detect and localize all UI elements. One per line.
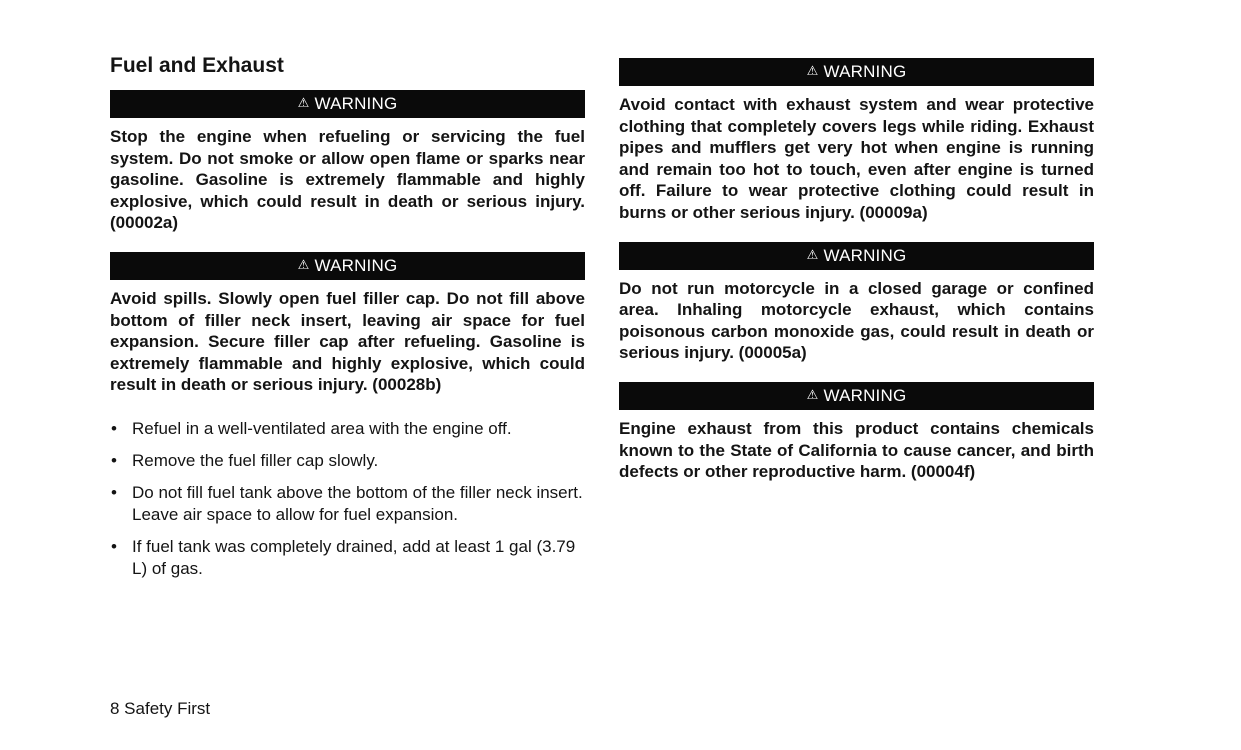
warning-triangle-icon: ⚠ [297, 95, 310, 110]
warning-triangle-icon: ⚠ [806, 246, 819, 262]
bullet-icon: • [111, 418, 117, 438]
warning-triangle-icon: ⚠ [297, 256, 310, 272]
warning-text: Do not run motorcycle in a closed garage or confined area. Inhaling motorcycle exhaust, which contains poisonous carbon monoxide gas, could result in death or serious injury. (00005a) [619, 278, 1094, 363]
refuel-bullet-list [110, 418, 585, 580]
list-item: • Do not fill fuel tank above the bottom of the filler neck insert. Leave air space to allow for fuel expansion. [111, 482, 583, 524]
warning-triangle-icon: ⚠ [806, 386, 819, 402]
section-title: Fuel and Exhaust [110, 54, 284, 77]
warning-text: Stop the engine when refueling or servicing the fuel system. Do not smoke or allow open flame or sparks near gasoline. Gasoline is extremely flammable and highly explosive, which could result in death or serious injury. (00002a) [110, 127, 585, 233]
list-item: • Refuel in a well-ventilated area with the engine off. [111, 418, 512, 438]
page-footer: 8 Safety First [110, 699, 211, 718]
warning-label: WARNING [823, 385, 907, 405]
warning-banner [110, 252, 585, 280]
warning-banner [619, 242, 1094, 270]
warning-label: WARNING [314, 255, 398, 275]
list-item: • If fuel tank was completely drained, add at least 1 gal (3.79 L) of gas. [111, 536, 576, 578]
warning-text: Engine exhaust from this product contains chemicals known to the State of California to cause cancer, and birth defects or other reproductive harm. (00004f) [619, 418, 1094, 482]
warning-banner [619, 382, 1094, 410]
warning-banner [110, 90, 585, 118]
warning-banner [619, 58, 1094, 86]
bullet-icon: • [111, 482, 117, 502]
warning-label: WARNING [823, 245, 907, 265]
right-column [619, 58, 1094, 483]
left-column [110, 90, 585, 590]
warning-label: WARNING [314, 94, 398, 113]
warning-label: WARNING [823, 62, 907, 81]
bullet-icon: • [111, 450, 117, 470]
warning-text: Avoid contact with exhaust system and wear protective clothing that completely covers legs while riding. Exhaust pipes and mufflers get very hot when engine is running and remain too hot to touch, even after engine is turned off. Failure to wear protective clothing could result in burns or other serious injury. (00009a) [619, 95, 1094, 222]
warning-text: Avoid spills. Slowly open fuel filler cap. Do not fill above bottom of filler neck insert, leaving air space for fuel expansion. Secure filler cap after refueling. Gasoline is extremely flammable and highly explosive, which could result in death or serious injury. (00028b) [110, 288, 585, 395]
warning-triangle-icon: ⚠ [806, 63, 819, 78]
bullet-icon: • [111, 536, 117, 556]
list-item: • Remove the fuel filler cap slowly. [111, 450, 379, 470]
